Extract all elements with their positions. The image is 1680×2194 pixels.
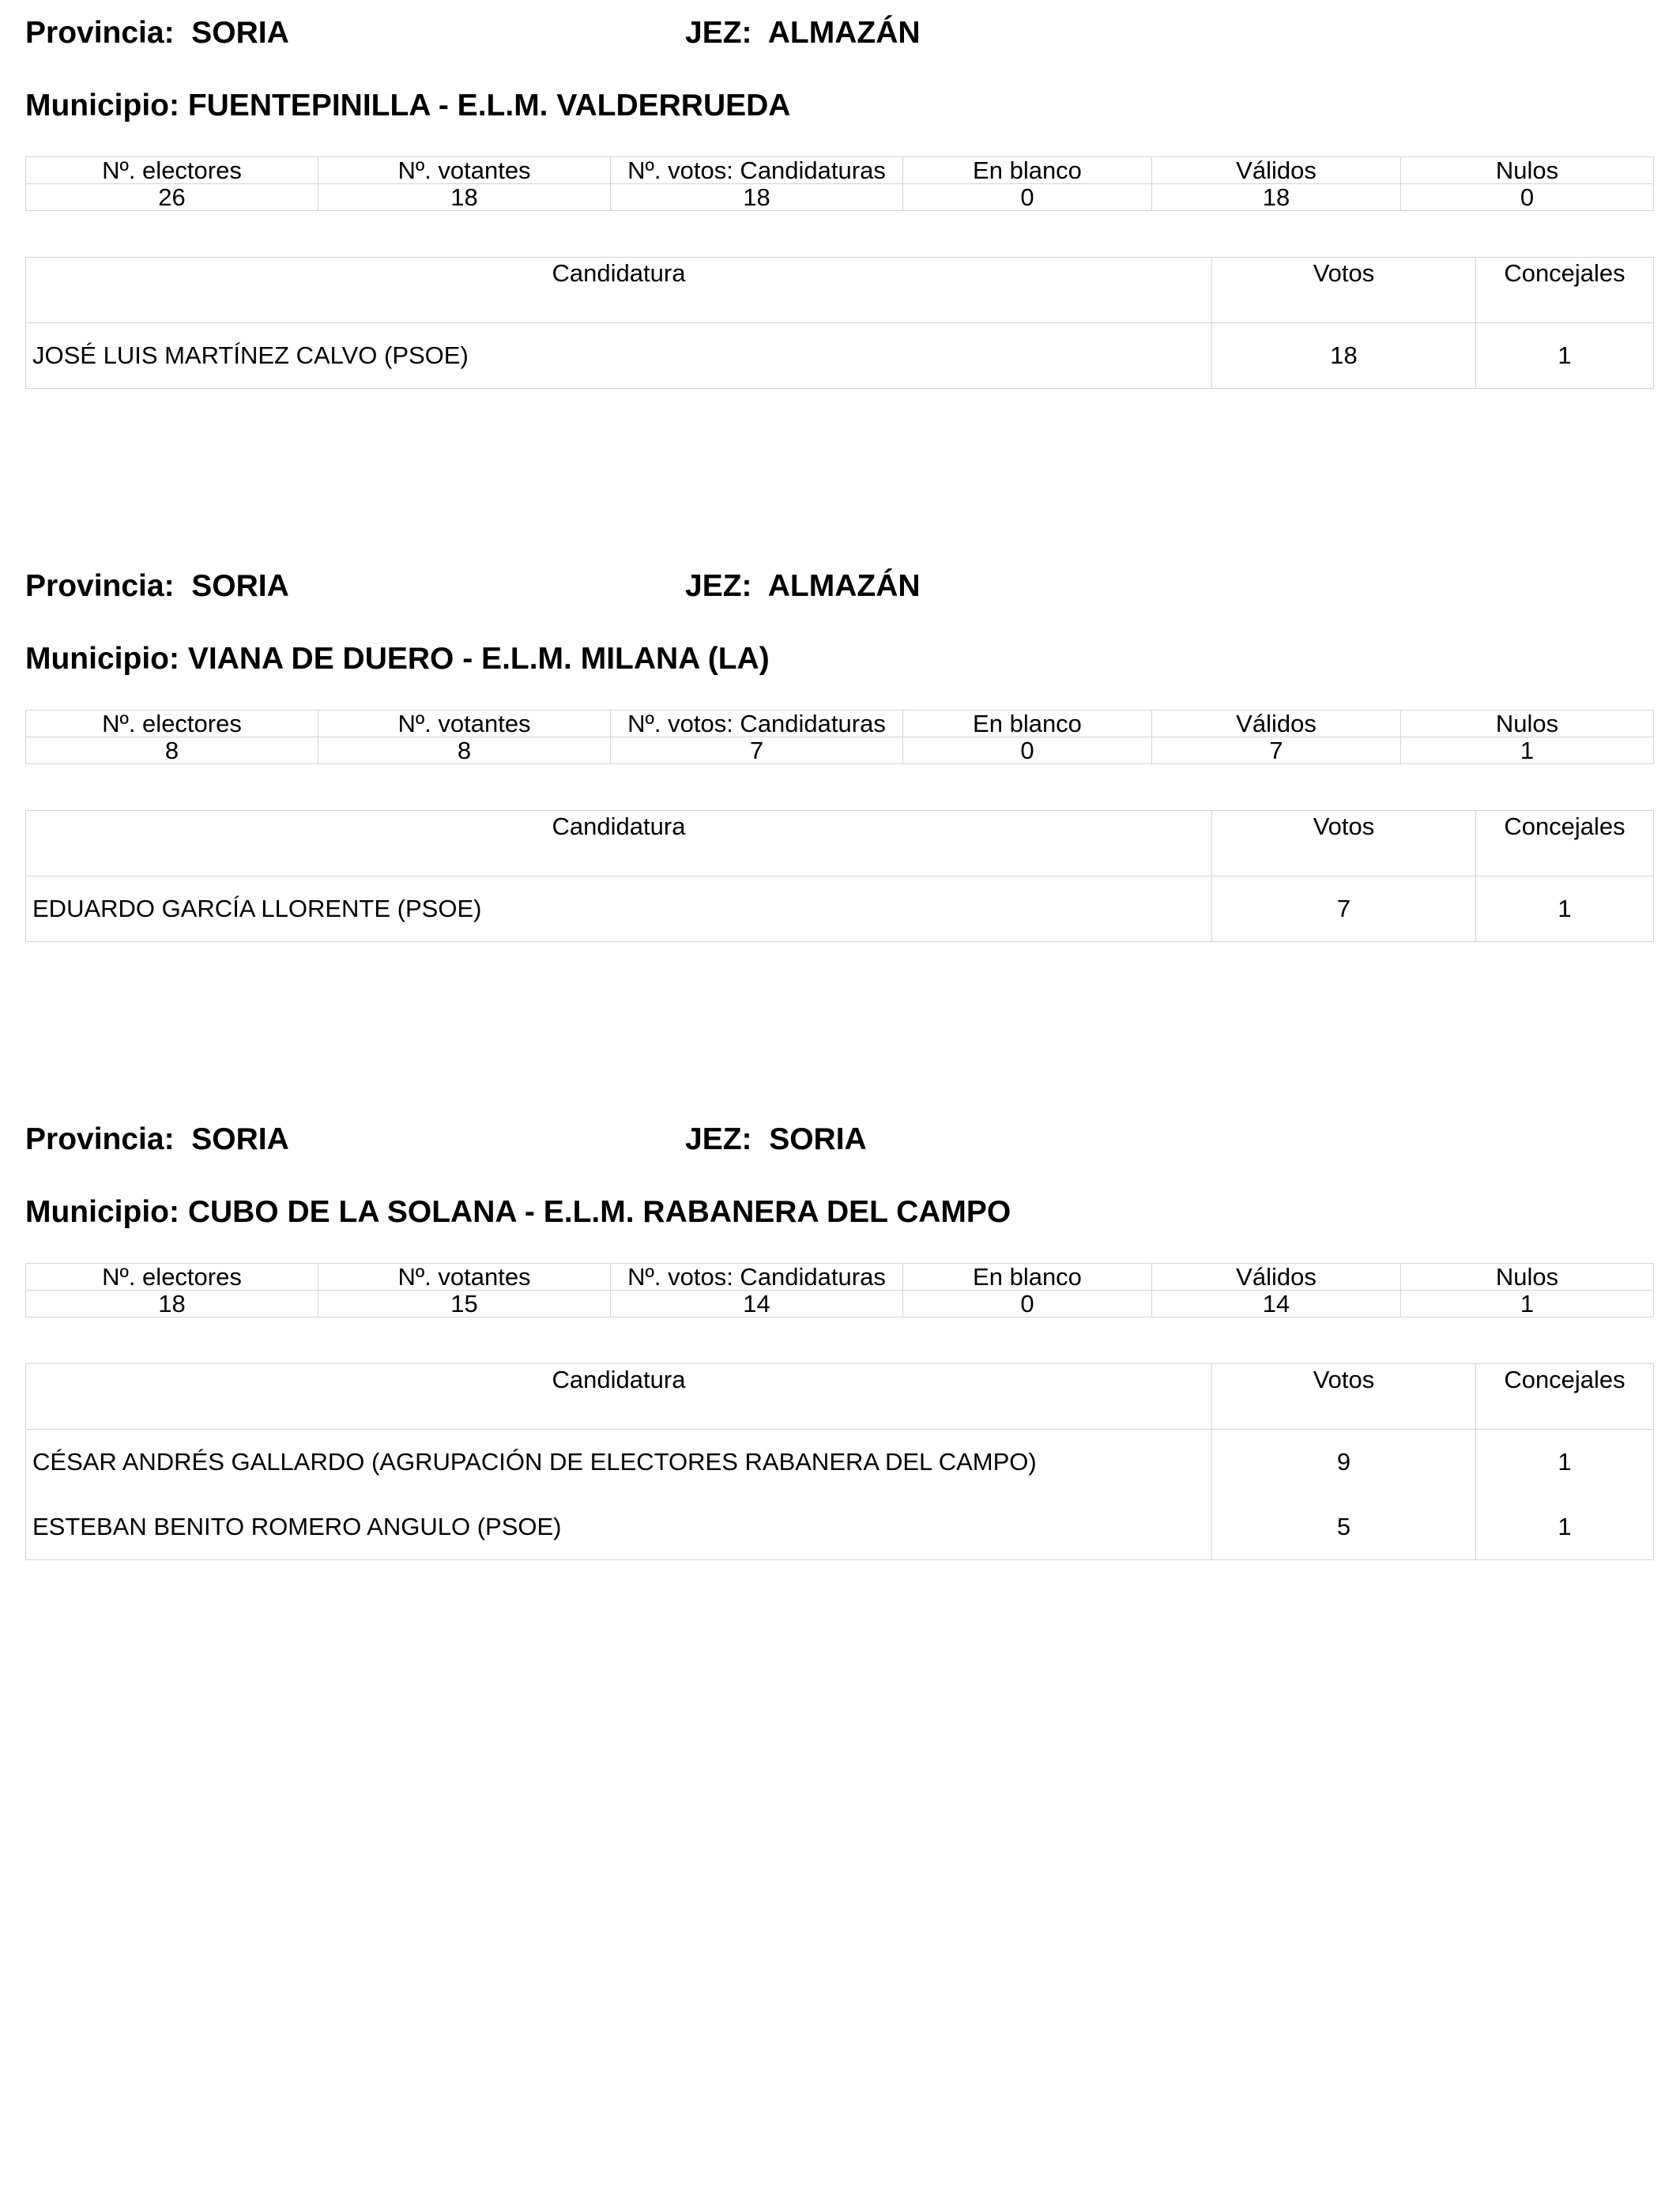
candidatura-header: Candidatura: [26, 258, 1212, 323]
stats-header: Válidos: [1152, 711, 1401, 737]
votos-header: Votos: [1212, 1364, 1476, 1430]
candidatura-row: [26, 876, 1654, 942]
provincia-heading: Provincia: SORIA: [25, 569, 289, 603]
candidatura-name: JOSÉ LUIS MARTÍNEZ CALVO (PSOE): [26, 323, 1212, 389]
concejales-value: 1: [1476, 876, 1654, 942]
stats-header: Nº. electores: [26, 711, 318, 737]
jez-heading: JEZ: SORIA: [685, 1122, 867, 1156]
candidatura-name: ESTEBAN BENITO ROMERO ANGULO (PSOE): [26, 1495, 1212, 1560]
votos-value: 5: [1212, 1495, 1476, 1560]
stats-value-row: [26, 184, 1654, 211]
votos-value: 18: [1212, 323, 1476, 389]
stats-value: 18: [1152, 184, 1401, 211]
stats-value: 14: [611, 1291, 903, 1318]
stats-header: Válidos: [1152, 1264, 1401, 1291]
stats-header-row: [26, 1264, 1654, 1291]
jez-heading: JEZ: ALMAZÁN: [685, 16, 921, 50]
candidatura-table: [25, 810, 1654, 942]
candidatura-header: Candidatura: [26, 811, 1212, 876]
concejales-value: 1: [1476, 1495, 1654, 1560]
stats-header: En blanco: [903, 157, 1152, 184]
stats-header: Nº. votantes: [318, 711, 611, 737]
votos-value: 7: [1212, 876, 1476, 942]
municipio-heading: Municipio: VIANA DE DUERO - E.L.M. MILANA (LA): [25, 642, 770, 676]
votos-value: 9: [1212, 1430, 1476, 1495]
jez-heading: JEZ: ALMAZÁN: [685, 569, 921, 603]
stats-value: 18: [318, 184, 611, 211]
stats-value: 14: [1152, 1291, 1401, 1318]
stats-header-row: [26, 157, 1654, 184]
concejales-value: 1: [1476, 323, 1654, 389]
provincia-heading: Provincia: SORIA: [25, 16, 289, 50]
provincia-heading: Provincia: SORIA: [25, 1122, 289, 1156]
stats-value: 15: [318, 1291, 611, 1318]
stats-value-row: [26, 1291, 1654, 1318]
votos-header: Votos: [1212, 258, 1476, 323]
stats-header: Nº. votos: Candidaturas: [611, 1264, 903, 1291]
stats-table: [25, 156, 1654, 211]
candidatura-table: [25, 257, 1654, 389]
stats-table: [25, 710, 1654, 764]
stats-value: 7: [611, 737, 903, 764]
stats-header: Nulos: [1401, 711, 1654, 737]
candidatura-name: CÉSAR ANDRÉS GALLARDO (AGRUPACIÓN DE ELECTORES RABANERA DEL CAMPO): [26, 1430, 1212, 1495]
stats-value: 18: [611, 184, 903, 211]
stats-value: 0: [1401, 184, 1654, 211]
candidatura-header-row: [26, 1364, 1654, 1430]
stats-header-row: [26, 711, 1654, 737]
candidatura-table: [25, 1363, 1654, 1560]
stats-table: [25, 1263, 1654, 1318]
candidatura-row: [26, 1430, 1654, 1495]
concejales-value: 1: [1476, 1430, 1654, 1495]
stats-header: Nº. votantes: [318, 1264, 611, 1291]
candidatura-header-row: [26, 258, 1654, 323]
stats-header: Nº. electores: [26, 1264, 318, 1291]
stats-value: 26: [26, 184, 318, 211]
stats-header: Nº. votantes: [318, 157, 611, 184]
stats-value-row: [26, 737, 1654, 764]
stats-value: 7: [1152, 737, 1401, 764]
votos-header: Votos: [1212, 811, 1476, 876]
stats-value: 1: [1401, 1291, 1654, 1318]
stats-value: 1: [1401, 737, 1654, 764]
candidatura-header: Candidatura: [26, 1364, 1212, 1430]
concejales-header: Concejales: [1476, 258, 1654, 323]
stats-header: Nº. electores: [26, 157, 318, 184]
stats-value: 0: [903, 737, 1152, 764]
concejales-header: Concejales: [1476, 811, 1654, 876]
stats-header: Nº. votos: Candidaturas: [611, 157, 903, 184]
stats-value: 0: [903, 184, 1152, 211]
stats-value: 8: [26, 737, 318, 764]
candidatura-row: [26, 1495, 1654, 1560]
candidatura-name: EDUARDO GARCÍA LLORENTE (PSOE): [26, 876, 1212, 942]
stats-value: 18: [26, 1291, 318, 1318]
stats-header: Nº. votos: Candidaturas: [611, 711, 903, 737]
stats-header: En blanco: [903, 711, 1152, 737]
stats-header: En blanco: [903, 1264, 1152, 1291]
stats-header: Nulos: [1401, 157, 1654, 184]
stats-header: Nulos: [1401, 1264, 1654, 1291]
concejales-header: Concejales: [1476, 1364, 1654, 1430]
candidatura-row: [26, 323, 1654, 389]
candidatura-header-row: [26, 811, 1654, 876]
municipio-heading: Municipio: CUBO DE LA SOLANA - E.L.M. RABANERA DEL CAMPO: [25, 1195, 1011, 1229]
stats-header: Válidos: [1152, 157, 1401, 184]
stats-value: 0: [903, 1291, 1152, 1318]
stats-value: 8: [318, 737, 611, 764]
municipio-heading: Municipio: FUENTEPINILLA - E.L.M. VALDERRUEDA: [25, 89, 791, 123]
